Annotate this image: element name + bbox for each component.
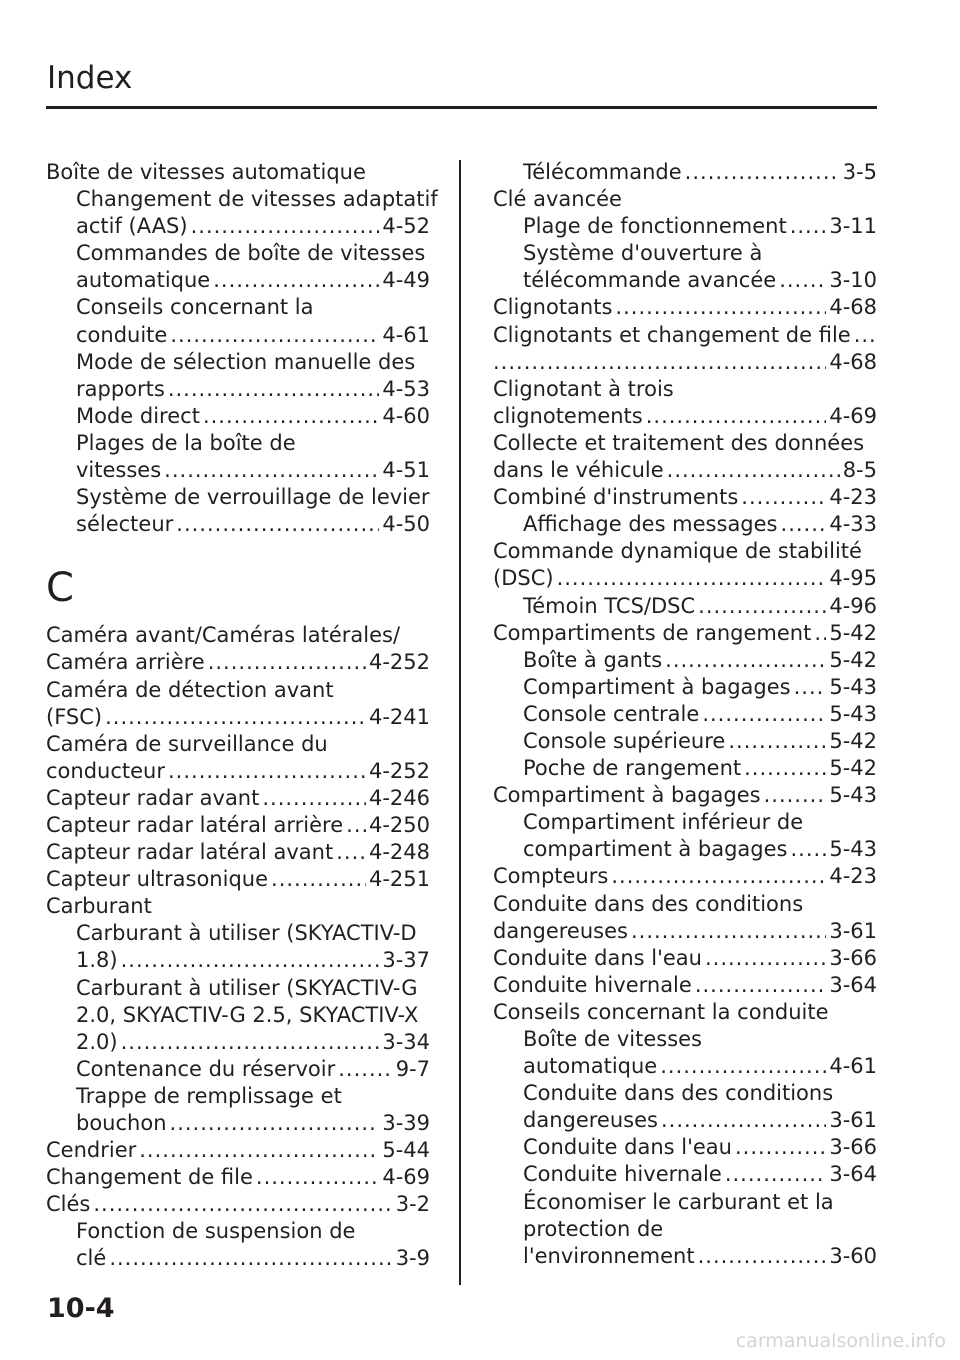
dot-leader	[256, 1164, 379, 1191]
dot-leader	[109, 1245, 392, 1272]
dot-leader	[741, 484, 826, 511]
page-ref: 3-2	[395, 1192, 430, 1217]
index-entry: Caméra de détection avant	[46, 677, 334, 702]
page-ref: 3-5	[842, 160, 877, 184]
page-ref: 4-95	[829, 566, 877, 591]
index-entry: Conduite dans l'eau ..... 3-66	[493, 945, 877, 972]
dot-leader	[698, 593, 826, 620]
index-entry: dans le véhicule ..... 8-5	[493, 457, 877, 484]
index-entry: Clignotants et changement de file .....	[493, 322, 877, 349]
page-ref: 4-23	[829, 485, 877, 510]
index-entry: Compartiment à bagages ..... 5-43	[493, 782, 877, 809]
index-column-right	[493, 159, 877, 1270]
index-entry: Compteurs ..... 4-23	[493, 863, 877, 890]
index-subentry: Boîte à gants ..... 5-42	[493, 647, 877, 674]
page-ref: 5-43	[829, 837, 877, 862]
index-subentry: bouchon ..... 3-39	[46, 1110, 430, 1137]
index-entry: Clés ..... 3-2	[46, 1191, 430, 1218]
index-entry: Carburant	[46, 894, 152, 919]
dot-leader	[615, 294, 826, 321]
page-ref: 5-42	[829, 756, 877, 781]
index-entry: Conseils concernant la conduite	[493, 999, 829, 1024]
index-entry: (FSC) ..... 4-241	[46, 704, 430, 731]
page-ref: 4-252	[368, 758, 430, 783]
page-ref: 5-42	[829, 647, 877, 672]
page-ref: 3-64	[829, 1162, 877, 1187]
dot-leader	[854, 322, 874, 349]
index-entry: Compartiments de rangement ..... 5-42	[493, 620, 877, 647]
index-subentry: Mode direct ..... 4-60	[46, 403, 430, 430]
page-ref: 4-60	[382, 403, 430, 428]
page-ref: 4-251	[368, 867, 430, 892]
page-ref: 5-43	[829, 783, 877, 808]
index-subentry: Système d'ouverture à	[523, 241, 763, 266]
index-subentry: 2.0, SKYACTIV-G 2.5, SKYACTIV-X	[76, 1002, 419, 1027]
dot-leader	[728, 728, 826, 755]
index-subentry: dangereuses ..... 3-61	[493, 1107, 877, 1134]
dot-leader	[744, 755, 826, 782]
page-ref: 4-33	[829, 512, 877, 537]
index-subentry: automatique ..... 4-49	[46, 267, 430, 294]
page-ref: 4-248	[368, 840, 430, 865]
index-subentry: Changement de vitesses adaptatif	[76, 187, 438, 212]
index-subentry: 2.0) ..... 3-34	[46, 1029, 430, 1056]
dot-leader	[702, 701, 826, 728]
dot-leader	[781, 511, 827, 538]
index-subentry: Affichage des messages ..... 4-33	[493, 511, 877, 538]
dot-leader	[667, 457, 840, 484]
page-ref: 5-43	[829, 674, 877, 699]
index-subentry: Système de verrouillage de levier	[76, 485, 430, 510]
page-ref: 9-7	[395, 1056, 430, 1081]
index-subentry: Boîte de vitesses	[523, 1027, 703, 1051]
page-ref: 3-39	[382, 1111, 430, 1135]
dot-leader	[685, 159, 840, 186]
page-ref: 4-68	[829, 349, 877, 374]
index-entry: Collecte et traitement des données	[493, 430, 865, 455]
column-divider	[459, 160, 461, 1285]
page-header-title: Index	[47, 60, 133, 96]
page-ref: 4-96	[829, 593, 877, 618]
page-ref: 3-64	[829, 972, 877, 997]
index-entry: Capteur radar avant ..... 4-246	[46, 785, 430, 812]
index-subentry: Conduite dans l'eau ..... 3-66	[493, 1134, 877, 1161]
page-ref: 4-252	[368, 650, 430, 675]
page-ref: 4-53	[382, 376, 430, 401]
index-subentry: Plages de la boîte de	[76, 430, 296, 455]
index-entry: Combiné d'instruments ..... 4-23	[493, 484, 877, 511]
dot-leader	[698, 1243, 827, 1270]
index-subentry: Poche de rangement ..... 5-42	[493, 755, 877, 782]
dot-leader	[121, 947, 380, 974]
index-subentry: protection de	[523, 1216, 664, 1241]
index-entry: Caméra avant/Caméras latérales/	[46, 623, 401, 648]
index-entry: Conduite hivernale ..... 3-64	[493, 972, 877, 999]
page-ref: 4-250	[368, 812, 430, 837]
index-entry: Capteur radar latéral avant ..... 4-248	[46, 839, 430, 866]
dot-leader	[814, 620, 826, 647]
dot-leader	[338, 1056, 392, 1083]
index-subentry: Économiser le carburant et la	[523, 1189, 834, 1214]
index-subentry: Console centrale ..... 5-43	[493, 701, 877, 728]
page-ref: 4-61	[829, 1054, 877, 1079]
page-ref: 4-52	[382, 214, 430, 239]
index-subentry: Conseils concernant la	[76, 295, 314, 320]
page-ref: 4-50	[382, 512, 430, 537]
dot-leader	[705, 945, 826, 972]
page-ref: 3-9	[395, 1246, 430, 1271]
page-ref: 4-23	[829, 864, 877, 889]
index-subentry: Télécommande ..... 3-5	[493, 159, 877, 186]
page-ref: 3-37	[382, 948, 430, 973]
dot-leader	[93, 1191, 392, 1218]
page-ref: 5-43	[829, 701, 877, 726]
dot-leader	[208, 649, 366, 676]
index-subentry: Conduite dans des conditions	[523, 1081, 834, 1106]
dot-leader	[121, 1029, 380, 1056]
dot-leader	[168, 758, 366, 785]
index-entry: dangereuses ..... 3-61	[493, 918, 877, 945]
index-entry	[493, 349, 877, 376]
dot-leader	[139, 1137, 379, 1164]
dot-leader	[735, 1134, 826, 1161]
index-subentry: rapports ..... 4-53	[46, 376, 430, 403]
index-subentry: Contenance du réservoir ..... 9-7	[46, 1056, 430, 1083]
index-entry: Caméra de surveillance du	[46, 731, 328, 756]
index-subentry: vitesses ..... 4-51	[46, 457, 430, 484]
index-subentry: compartiment à bagages ..... 5-43	[493, 836, 877, 863]
page-ref: 3-11	[829, 214, 877, 239]
dot-leader	[164, 457, 379, 484]
dot-leader	[631, 918, 826, 945]
index-subentry: sélecteur ..... 4-50	[46, 511, 430, 538]
dot-leader	[611, 863, 826, 890]
page-ref: 5-42	[829, 728, 877, 753]
index-subentry: automatique ..... 4-61	[493, 1053, 877, 1080]
dot-leader	[790, 213, 827, 240]
dot-leader	[168, 376, 380, 403]
page-ref: 4-51	[382, 458, 430, 483]
index-entry: conducteur ..... 4-252	[46, 758, 430, 785]
index-entry: Capteur ultrasonique ..... 4-251	[46, 866, 430, 893]
page-ref: 3-10	[829, 268, 877, 293]
index-entry: Caméra arrière ..... 4-252	[46, 649, 430, 676]
index-subentry: Carburant à utiliser (SKYACTIV-G	[76, 975, 418, 1000]
dot-leader	[764, 782, 827, 809]
dot-leader	[660, 1053, 826, 1080]
dot-leader	[646, 403, 827, 430]
page-ref: 3-60	[829, 1243, 877, 1268]
page-ref: 4-246	[368, 785, 430, 810]
index-subentry: Commandes de boîte de vitesses	[76, 241, 426, 266]
dot-leader	[262, 785, 366, 812]
page-ref: 3-61	[829, 918, 877, 943]
index-entry: Changement de file ..... 4-69	[46, 1164, 430, 1191]
page-ref: 3-66	[829, 945, 877, 970]
index-entry: Cendrier ..... 5-44	[46, 1137, 430, 1164]
index-subentry: Conduite hivernale ..... 3-64	[493, 1161, 877, 1188]
page-ref: 4-61	[382, 322, 430, 347]
dot-leader	[661, 1107, 826, 1134]
dot-leader	[213, 267, 379, 294]
page-ref: 4-49	[382, 268, 430, 293]
dot-leader	[191, 213, 380, 240]
dot-leader	[557, 565, 827, 592]
index-entry: Conduite dans des conditions	[493, 891, 804, 916]
dot-leader	[271, 866, 366, 893]
dot-leader	[346, 812, 366, 839]
index-subentry: Trappe de remplissage et	[76, 1083, 342, 1108]
index-subentry: Plage de fonctionnement ..... 3-11	[493, 213, 877, 240]
dot-leader	[695, 972, 827, 999]
dot-leader	[203, 403, 379, 430]
dot-leader	[725, 1161, 827, 1188]
dot-leader	[493, 349, 826, 376]
index-subentry: Mode de sélection manuelle des	[76, 349, 416, 374]
dot-leader	[665, 647, 826, 674]
section-letter-heading: C	[46, 565, 74, 612]
index-subentry: Carburant à utiliser (SKYACTIV-D	[76, 921, 417, 946]
index-subentry: l'environnement ..... 3-60	[493, 1243, 877, 1270]
watermark-text: carmanualsonline.info	[735, 1330, 946, 1352]
dot-leader	[170, 1110, 380, 1137]
page-ref: 3-61	[829, 1108, 877, 1133]
dot-leader	[170, 322, 379, 349]
dot-leader	[790, 836, 826, 863]
page-ref: 4-69	[829, 403, 877, 428]
dot-leader	[105, 704, 366, 731]
index-subentry: télécommande avancée ..... 3-10	[493, 267, 877, 294]
index-subentry: actif (AAS) ..... 4-52	[46, 213, 430, 240]
page-ref: 5-44	[382, 1138, 430, 1163]
page-ref: 4-69	[382, 1165, 430, 1190]
index-entry: Capteur radar latéral arrière ..... 4-250	[46, 812, 430, 839]
index-subentry: Compartiment à bagages ..... 5-43	[493, 674, 877, 701]
dot-leader	[779, 267, 826, 294]
index-subentry: clé ..... 3-9	[46, 1245, 430, 1272]
index-entry: Commande dynamique de stabilité	[493, 539, 862, 564]
index-subentry: conduite ..... 4-61	[46, 322, 430, 349]
page-ref: 8-5	[842, 458, 877, 483]
page-ref: 4-241	[368, 704, 430, 729]
index-subentry: Console supérieure ..... 5-42	[493, 728, 877, 755]
index-entry: Clignotant à trois	[493, 376, 674, 401]
index-subentry: Fonction de suspension de	[76, 1219, 356, 1244]
dot-leader	[176, 511, 379, 538]
page-ref: 4-68	[829, 295, 877, 320]
page-ref: 5-42	[829, 620, 877, 645]
dot-leader	[336, 839, 366, 866]
index-subentry: Compartiment inférieur de	[523, 810, 804, 835]
index-entry: Clé avancée	[493, 187, 622, 212]
index-subentry: 1.8) ..... 3-37	[46, 947, 430, 974]
header-rule	[46, 106, 877, 109]
page-ref: 3-34	[382, 1029, 430, 1054]
dot-leader	[794, 674, 827, 701]
index-entry: clignotements ..... 4-69	[493, 403, 877, 430]
page-ref: 3-66	[829, 1135, 877, 1160]
index-subentry: Témoin TCS/DSC ..... 4-96	[493, 593, 877, 620]
index-column-left	[46, 159, 438, 1273]
index-entry: Clignotants ..... 4-68	[493, 294, 877, 321]
index-entry: (DSC) ..... 4-95	[493, 565, 877, 592]
page-number: 10-4	[47, 1293, 115, 1324]
index-entry: Boîte de vitesses automatique	[46, 160, 366, 184]
